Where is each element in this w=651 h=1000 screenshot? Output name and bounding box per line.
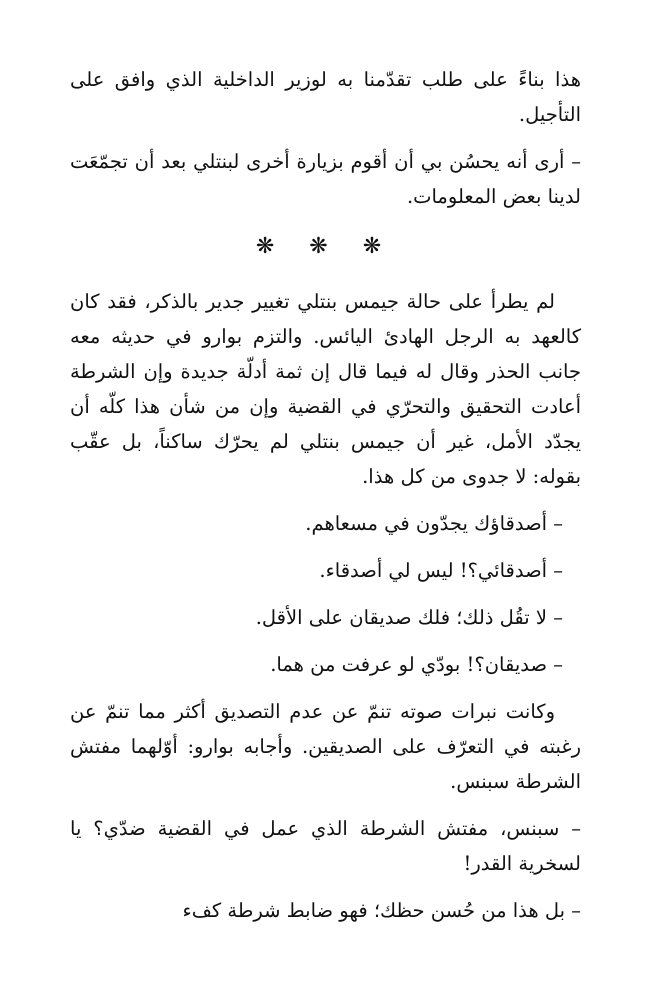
paragraph-approval: هذا بناءً على طلب تقدّمنا به لوزير الداخلية الذي وافق على التأجيل. (70, 68, 581, 126)
book-page (70, 62, 581, 928)
dialogue-line-6: – بل هذا من حُسن حظك؛ فهو ضابط شرطة كفء (182, 899, 581, 922)
paragraph-bentley-state: لم يطرأ على حالة جيمس بنتلي تغيير جدير بالذكر، فقد كان كالعهد به الرجل الهادئ اليائس. والتزم بوارو في حديثه معه جانب الحذر وقال له فيما قال إن ثمة أدلّة جديدة وإن الشرطة أعادت التحقيق والتحرّي في القضية وإن من شأن هذا كلّه أن يجدّد الأمل، غير أن جيمس بنتلي لم يحرّك ساكناً، بل عقّب بقوله: لا جدوى من كل هذا. (70, 290, 581, 488)
dialogue-line-2: – أصدقائي؟! ليس لي أصدقاء. (319, 559, 563, 582)
dialogue-line-1: – أصدقاؤك يجدّون في مسعاهم. (305, 512, 563, 535)
section-separator: ❋ ❋ ❋ (255, 234, 396, 259)
paragraph-narration: وكانت نبرات صوته تنمّ عن عدم التصديق أكثر مما تنمّ عن رغبته في التعرّف على الصديقين. وأجابه بوارو: أوّلهما مفتش الشرطة سبنس. (70, 700, 581, 793)
dialogue-line-5: – سبنس، مفتش الشرطة الذي عمل في القضية ضدّي؟ يا لسخرية القدر! (70, 817, 581, 875)
dialogue-line-4: – صديقان؟! بودّي لو عرفت من هما. (270, 653, 563, 676)
paragraph-visit: – أرى أنه يحسُن بي أن أقوم بزيارة أخرى لبنتلي بعد أن تجمّعَت لدينا بعض المعلومات. (70, 150, 581, 208)
dialogue-line-3: – لا تقُل ذلك؛ فلك صديقان على الأقل. (255, 606, 563, 629)
